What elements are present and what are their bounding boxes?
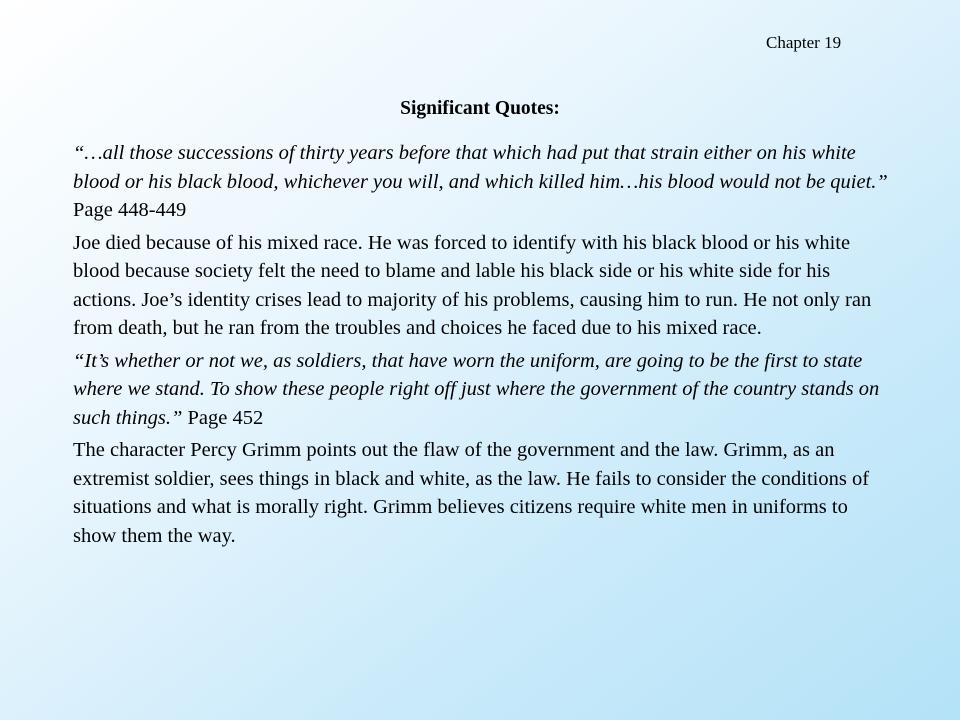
slide-heading: Significant Quotes: [400, 98, 560, 119]
slide-body [73, 139, 889, 554]
analysis-paragraph-2: The character Percy Grimm points out the flaw of the government and the law. Grimm, as an extremist soldier, sees things in black and white, as the law. He fails to consider the conditions of situations and what is morally right. Grimm believes citizens require white men in uniforms to show them the way. [73, 439, 870, 547]
page-reference-2: Page 452 [182, 406, 264, 429]
chapter-label: Chapter 19 [766, 33, 842, 52]
quote-text-2: “It’s whether or not we, as soldiers, that have worn the uniform, are going to be the first to state where we stand. To show these people right off just where the government of the country stands on such things.” [73, 349, 880, 429]
quote-paragraph-1 [73, 139, 889, 225]
analysis-paragraph-1: Joe died because of his mixed race. He was forced to identify with his black blood or his white blood because society felt the need to blame and lable his black side or his white side for his actions. Joe’s identity crises lead to majority of his problems, causing him to run. He not only ran from death, but he ran from the troubles and choices he faced due to his mixed race. [73, 231, 872, 339]
quote-paragraph-2 [73, 347, 889, 433]
page-reference-1: Page 448-449 [73, 199, 187, 221]
quote-text-1: “…all those successions of thirty years before that which had put that strain either on his white blood or his black blood, whichever you will, and which killed him…his blood would not be quiet.” [73, 142, 888, 193]
